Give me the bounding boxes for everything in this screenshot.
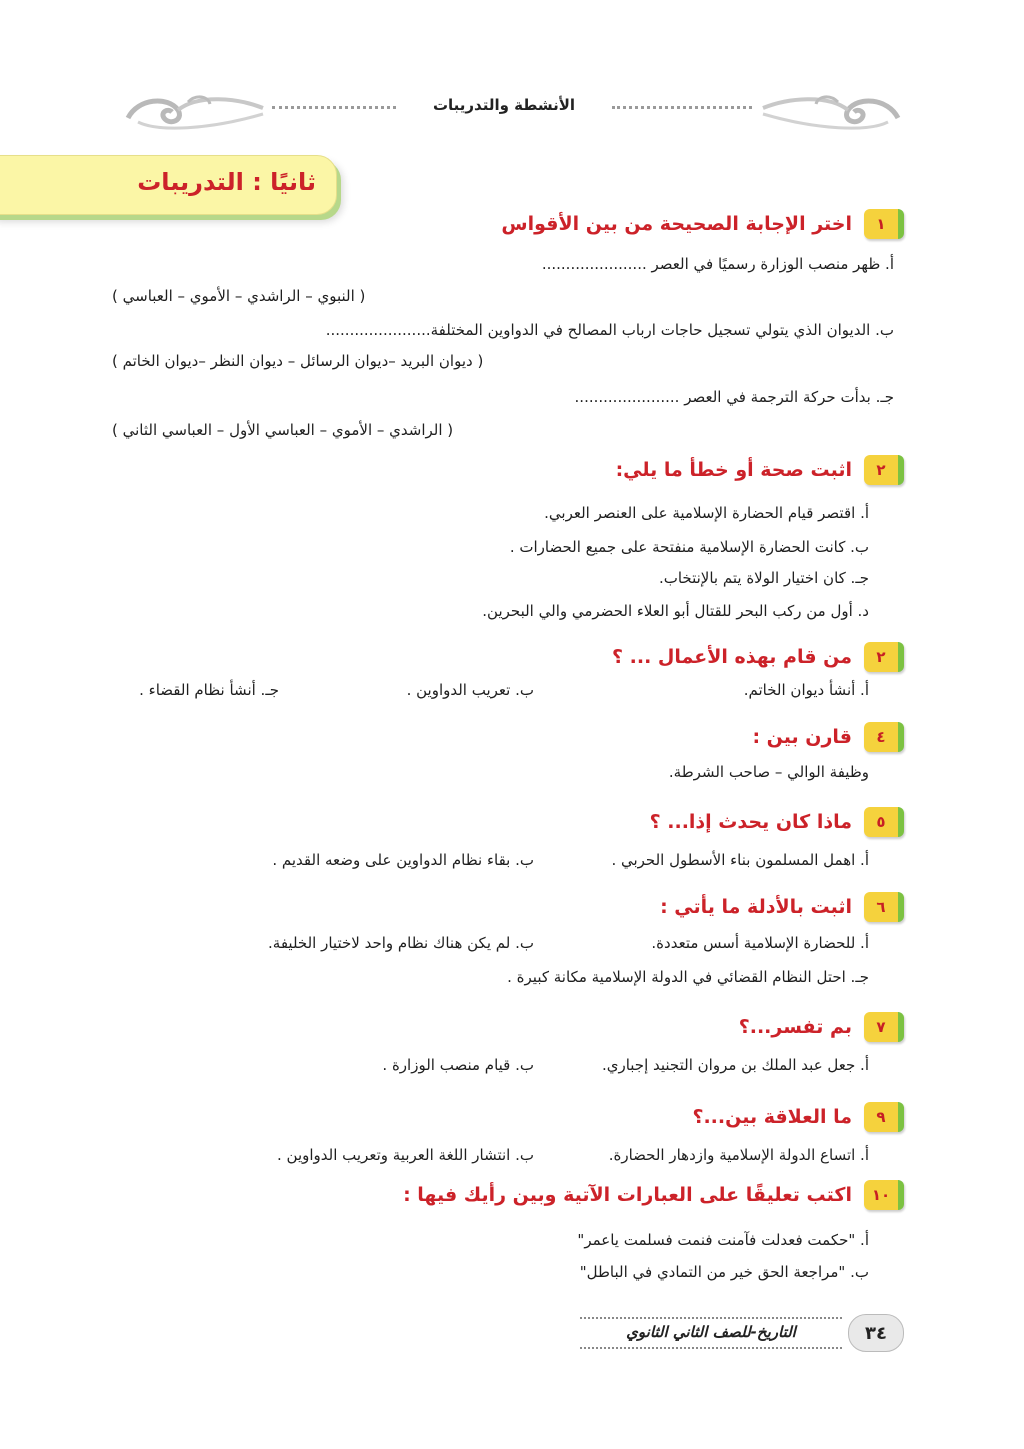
question-item: ب. بقاء نظام الدواوين على وضعه القديم . — [272, 851, 534, 869]
scroll-ornament-icon — [758, 90, 908, 134]
question-number-badge: ١ — [864, 209, 904, 239]
question-heading — [403, 1178, 904, 1212]
question-title: ما العلاقة بين...؟ — [692, 1106, 852, 1128]
question-item: جـ. احتل النظام القضائي في الدولة الإسلامية مكانة كبيرة . — [507, 968, 869, 986]
question-item: ب. لم يكن هناك نظام واحد لاختيار الخليفة. — [268, 934, 534, 952]
answer-options: ( ديوان البريد –ديوان الرسائل – ديوان النظر –ديوان الخاتم ) — [112, 352, 484, 370]
question-item: ب. كانت الحضارة الإسلامية منفتحة على جميع الحضارات . — [509, 538, 869, 556]
question-heading — [612, 640, 904, 674]
footer-dotted-rule — [580, 1317, 842, 1319]
answer-options: ( النبوي – الراشدي – الأموي – العباسي ) — [112, 287, 366, 305]
question-title: اثبت بالأدلة ما يأتي : — [660, 896, 852, 918]
question-item: أ. أنشأ ديوان الخاتم. — [743, 681, 869, 699]
question-number-badge: ٥ — [864, 807, 904, 837]
question-item: وظيفة الوالي – صاحب الشرطة. — [668, 763, 869, 781]
question-title: اكتب تعليقًا على العبارات الآتية وبين رأيك فيها : — [403, 1184, 852, 1206]
question-item: جـ. أنشأ نظام القضاء . — [139, 681, 279, 699]
question-item: أ. للحضارة الإسلامية أسس متعددة. — [651, 934, 869, 952]
question-heading — [660, 890, 904, 924]
section-title: ثانيًا : التدريبات — [137, 168, 316, 196]
question-number-badge: ٤ — [864, 722, 904, 752]
question-number-badge: ٢ — [864, 455, 904, 485]
question-heading — [752, 720, 904, 754]
question-item: جـ. بدأت حركة الترجمة في العصر ...................... — [574, 388, 894, 406]
question-title: اثبت صحة أو خطأ ما يلي: — [615, 459, 852, 481]
question-title: قارن بين : — [752, 726, 852, 748]
question-item: ب. انتشار اللغة العربية وتعريب الدواوين . — [277, 1146, 534, 1164]
header-dotted-rule — [612, 106, 752, 111]
scroll-ornament-icon — [118, 90, 268, 134]
question-item: د. أول من ركب البحر للقتال أبو العلاء الحضرمي والي البحرين. — [482, 602, 869, 620]
footer-dotted-rule — [580, 1347, 842, 1349]
question-item: ب. الديوان الذي يتولي تسجيل حاجات ارباب المصالح في الدواوين المختلفة...................... — [325, 321, 894, 339]
question-item: أ. اتساع الدولة الإسلامية وازدهار الحضارة. — [608, 1146, 869, 1164]
question-title: اختر الإجابة الصحيحة من بين الأقواس — [501, 213, 852, 235]
question-number-badge: ٦ — [864, 892, 904, 922]
question-number-badge: ٢ — [864, 642, 904, 672]
question-item: أ. اهمل المسلمون بناء الأسطول الحربي . — [611, 851, 869, 869]
header-title: الأنشطة والتدريبات — [432, 96, 576, 114]
question-heading — [616, 453, 904, 487]
question-title: بم تفسر...؟ — [738, 1016, 852, 1038]
page-number: ٣٤ — [848, 1314, 904, 1352]
running-header — [0, 88, 1024, 138]
answer-options: ( الراشدي – الأموي – العباسي الأول – العباسي الثاني ) — [112, 421, 454, 439]
question-item: جـ. كان اختيار الولاة يتم بالإنتخاب. — [658, 569, 869, 587]
question-item: ب. قيام منصب الوزارة . — [382, 1056, 534, 1074]
question-heading — [501, 207, 904, 241]
question-item: أ. اقتصر قيام الحضارة الإسلامية على العنصر العربي. — [544, 504, 869, 522]
question-title: من قام بهذه الأعمال ... ؟ — [612, 646, 852, 668]
question-item: أ. ظهر منصب الوزارة رسميًا في العصر ...................... — [541, 255, 894, 273]
question-number-badge: ٧ — [864, 1012, 904, 1042]
question-item: ب. "مراجعة الحق خير من التمادي في الباطل" — [579, 1263, 869, 1281]
header-dotted-rule — [272, 106, 396, 111]
question-item: ب. تعريب الدواوين . — [406, 681, 534, 699]
question-item: أ. "حكمت فعدلت فآمنت فنمت فسلمت ياعمر" — [577, 1231, 869, 1249]
question-number-badge: ١٠ — [864, 1180, 904, 1210]
question-heading — [692, 1100, 904, 1134]
question-number-badge: ٩ — [864, 1102, 904, 1132]
footer-title: التاريخ-للصف الثاني الثانوي — [626, 1323, 796, 1341]
question-item: أ. جعل عبد الملك بن مروان التجنيد إجباري. — [601, 1056, 869, 1074]
question-heading — [739, 1010, 904, 1044]
question-heading — [650, 805, 904, 839]
question-title: ماذا كان يحدث إذا... ؟ — [649, 811, 852, 833]
section-banner — [0, 155, 337, 215]
